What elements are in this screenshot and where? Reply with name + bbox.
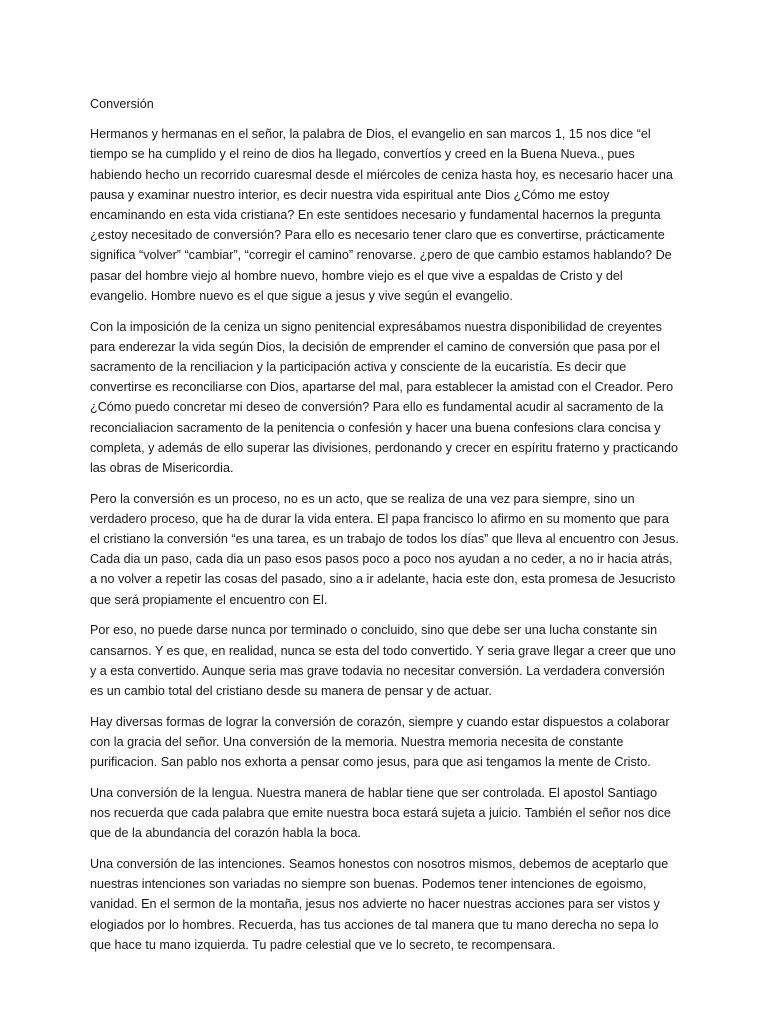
paragraph-6: Una conversión de la lengua. Nuestra manera de hablar tiene que ser controlada. El apostol Santiago nos recuerda que cada palabra que emite nuestra boca estará sujeta a juicio. También el señor nos dice que de la abundancia del corazón habla la boca.	[90, 785, 671, 841]
paragraph-5: Hay diversas formas de lograr la conversión de corazón, siempre y cuando estar dispuestos a colaborar con la gracia del señor. Una conversión de la memoria. Nuestra memoria necesita de constante purificacion. San pablo nos exhorta a pensar como jesus, para que asi tengamos la mente de Cristo.	[90, 714, 670, 770]
document-page	[90, 94, 680, 965]
paragraph-4: Por eso, no puede darse nunca por terminado o concluido, sino que debe ser una lucha constante sin cansarnos. Y es que, en realidad, nunca se esta del todo convertido. Y seria grave llegar a creer que uno y a esta convertido. Aunque seria mas grave todavia no necesitar conversión. La verdadera conversión es un cambio total del cristiano desde su manera de pensar y de actuar.	[90, 623, 676, 698]
paragraph-1: Hermanos y hermanas en el señor, la palabra de Dios, el evangelio en san marcos 1, 15 nos dice “el tiempo se ha cumplido y el reino de dios ha llegado, convertíos y creed en la Buena Nueva., pues habiendo hecho un recorrido cuaresmal desde el miércoles de ceniza hasta hoy, es necesario hacer una pausa y examinar nuestro interior, es decir nuestra vida espiritual ante Dios ¿Cómo me estoy encaminando en esta vida cristiana? En este sentidoes necesario y fundamental hacernos la pregunta ¿estoy necesitado de conversión? Para ello es necesario tener claro que es convertirse, prácticamente significa “volver” “cambiar”, “corregir el camino” renovarse. ¿pero de que cambio estamos hablando? De pasar del hombre viejo al hombre nuevo, hombre viejo es el que vive a espaldas de Cristo y del evangelio. Hombre nuevo es el que sigue a jesus y vive según el evangelio.	[90, 127, 673, 303]
paragraph-2: Con la imposición de la ceniza un signo penitencial expresábamos nuestra disponibilidad de creyentes para enderezar la vida según Dios, la decisión de emprender el camino de conversión que pasa por el sacramento de la renciliacion y la participación activa y consciente de la eucaristía. Es decir que convertirse es reconciliarse con Dios, apartarse del mal, para establecer la amistad con el Creador. Pero ¿Cómo puedo concretar mi deseo de conversión? Para ello es fundamental acudir al sacramento de la reconcialiacion sacramento de la penitencia o confesión y hacer una buena confesions clara concisa y completa, y además de ello superar las divisiones, perdonando y crecer en espíritu fraterno y practicando las obras de Misericordia.	[90, 319, 679, 475]
paragraph-3: Pero la conversión es un proceso, no es un acto, que se realiza de una vez para siempre, sino un verdadero proceso, que ha de durar la vida entera. El papa francisco lo afirmo en su momento que para el cristiano la conversión “es una tarea, es un trabajo de todos los días” que lleva al encuentro con Jesus. Cada dia un paso, cada dia un paso esos pasos poco a poco nos ayudan a no ceder, a no ir hacia atrás, a no volver a repetir las cosas del pasado, sino a ir adelante, hacia este don, esta promesa de Jesucristo que será propiamente el encuentro con El.	[90, 491, 679, 607]
paragraph-7: Una conversión de las intenciones. Seamos honestos con nosotros mismos, debemos de aceptarlo que nuestras intenciones son variadas no siempre son buenas. Podemos tener intenciones de egoismo, vanidad. En el sermon de la montaña, jesus nos advierte no hacer nuestras acciones para ser vistos y elogiados por lo hombres. Recuerda, has tus acciones de tal manera que tu mano derecha no sepa lo que hace tu mano izquierda. Tu padre celestial que ve lo secreto, te recompensara.	[90, 856, 669, 952]
document-title: Conversión	[90, 97, 154, 111]
